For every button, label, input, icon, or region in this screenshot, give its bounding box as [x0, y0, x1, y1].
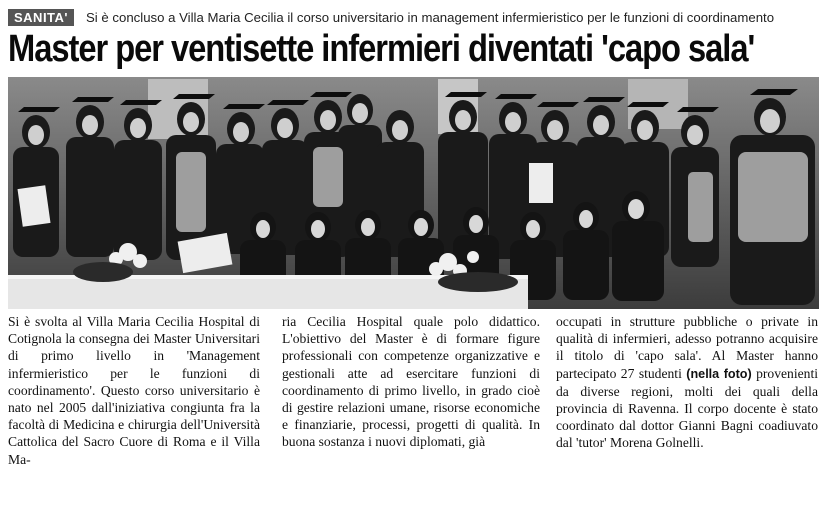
group-photo-illustration — [8, 77, 819, 309]
article-column-3 — [556, 313, 818, 452]
kicker-row — [8, 7, 774, 27]
headline: Master per ventisette infermieri diventati 'capo sala' — [8, 28, 755, 70]
article-column-3-start: occupati in strutture pubbliche o private in qualità di infermieri, adesso potranno acquisire il titolo di 'capo sala'. Al Master hanno partecipato 27 studenti — [556, 314, 818, 381]
article-column-1: Si è svolta al Villa Maria Cecilia Hospital di Cotignola la consegna dei Master Universitari di primo livello in 'Management infermieristico per le funzioni di coordinamento'. Questo corso universitario è nato nel 2005 dall'iniziativa congiunta fra la facoltà di Medicina e chirurgia dell'Università Cattolica del Sacro Cuore di Roma e il Villa Ma- — [8, 314, 260, 467]
article-column-2: ria Cecilia Hospital quale polo didattico. L'obiettivo del Master è di formare figure professionali con competenze organizzative e gestionali atte ad esercitare funzioni di coordinamento di primo livello, in grado cioè di gestire relazioni umane, risorse economiche e finanziarie, processi, progetti di qualità. In buona sostanza i nuovi diplomati, già — [282, 314, 540, 450]
article-column-3-end: provenienti da diverse regioni, molti dei quali della provincia di Ravenna. Il corpo docente è stato coordinato dal dottor Gianni Bagni coadiuvato dal 'tutor' Morena Golnelli. — [556, 365, 819, 451]
kicker-text: Si è concluso a Villa Maria Cecilia il corso universitario in management infermieristico per le funzioni di coordinamento — [86, 9, 775, 25]
section-tag: SANITA' — [8, 9, 74, 26]
photo-reference: (nella foto) — [686, 366, 752, 381]
group-photo — [8, 77, 819, 309]
